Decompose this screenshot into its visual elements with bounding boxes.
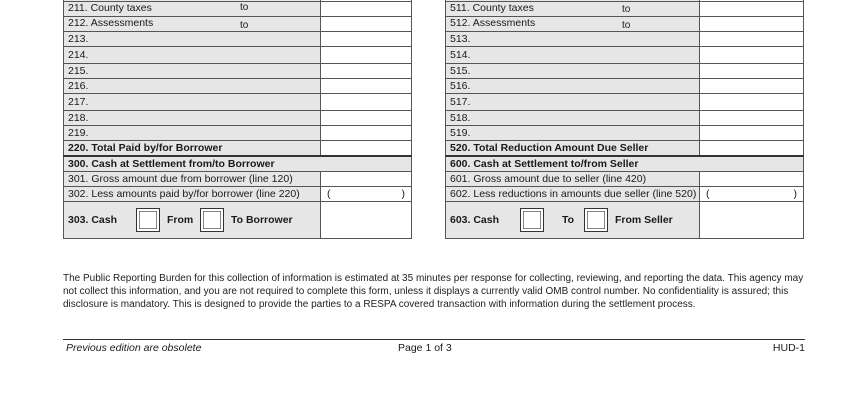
line-511: 511. County taxes to <box>446 2 700 17</box>
to-label: To <box>562 214 575 226</box>
line-219-amount[interactable] <box>321 126 412 141</box>
paren-close: ) <box>793 188 797 200</box>
line-603-amount[interactable] <box>700 202 804 239</box>
line-215: 215. <box>64 64 321 79</box>
from-checkbox[interactable] <box>136 208 160 232</box>
line-211: 211. County taxes to <box>64 2 321 17</box>
line-515: 515. <box>446 64 700 79</box>
paren-open: ( <box>327 188 331 200</box>
to-borrower-label: To Borrower <box>231 214 293 226</box>
line-217: 217. <box>64 94 321 111</box>
line-516-amount[interactable] <box>700 79 804 94</box>
line-601-amount[interactable] <box>700 172 804 187</box>
line-602-amount[interactable] <box>700 187 804 202</box>
line-302-amount[interactable] <box>321 187 412 202</box>
line-303-amount[interactable] <box>321 202 412 239</box>
footer-divider <box>63 339 805 340</box>
from-seller-label: From Seller <box>615 214 673 226</box>
seller-summary-table <box>445 0 804 239</box>
paren-close: ) <box>401 188 405 200</box>
to-checkbox[interactable] <box>520 208 544 232</box>
line-219: 219. <box>64 126 321 141</box>
line-603 <box>446 202 700 239</box>
line-520-total: 520. Total Reduction Amount Due Seller <box>446 141 700 157</box>
cash-label: 303. Cash <box>68 214 118 226</box>
line-517: 517. <box>446 94 700 111</box>
to-borrower-checkbox[interactable] <box>200 208 224 232</box>
line-517-amount[interactable] <box>700 94 804 111</box>
line-518-amount[interactable] <box>700 111 804 126</box>
line-519-amount[interactable] <box>700 126 804 141</box>
section-300-header: 300. Cash at Settlement from/to Borrower <box>64 156 412 172</box>
line-512-amount[interactable] <box>700 17 804 32</box>
line-220-total: 220. Total Paid by/for Borrower <box>64 141 321 157</box>
section-600-header: 600. Cash at Settlement to/from Seller <box>446 156 804 172</box>
line-514: 514. <box>446 47 700 64</box>
line-602: 602. Less reductions in amounts due seller (line 520) <box>446 187 700 202</box>
line-519: 519. <box>446 126 700 141</box>
line-216: 216. <box>64 79 321 94</box>
line-520-amount[interactable] <box>700 141 804 157</box>
cash-label: 603. Cash <box>450 214 500 226</box>
footer-form-id: HUD-1 <box>772 342 805 354</box>
borrower-summary-table <box>63 0 412 239</box>
line-216-amount[interactable] <box>321 79 412 94</box>
line-301-amount[interactable] <box>321 172 412 187</box>
line-303 <box>64 202 321 239</box>
line-302: 302. Less amounts paid by/for borrower (line 220) <box>64 187 321 202</box>
line-515-amount[interactable] <box>700 64 804 79</box>
line-211-amount[interactable] <box>321 2 412 17</box>
footer-edition-note: Previous edition are obsolete <box>66 342 202 354</box>
line-213-amount[interactable] <box>321 32 412 47</box>
line-511-amount[interactable] <box>700 2 804 17</box>
line-301: 301. Gross amount due from borrower (line 120) <box>64 172 321 187</box>
line-218-amount[interactable] <box>321 111 412 126</box>
line-213: 213. <box>64 32 321 47</box>
from-label: From <box>167 214 194 226</box>
footer-page-number: Page 1 of 3 <box>398 342 452 354</box>
line-513: 513. <box>446 32 700 47</box>
line-212: 212. Assessments to <box>64 17 321 32</box>
public-reporting-burden-notice: The Public Reporting Burden for this collection of information is estimated at 35 minutes per response for collecting, reviewing, and reporting the data. This agency may not collect this information, and you are not required to complete this form, unless it displays a currently valid OMB control number. No confidentiality is assured; this disclosure is mandatory. This is designed to provide the parties to a RESPA covered transaction with information during the settlement process. <box>63 273 804 310</box>
paren-open: ( <box>706 188 710 200</box>
from-seller-checkbox[interactable] <box>584 208 608 232</box>
line-215-amount[interactable] <box>321 64 412 79</box>
line-514-amount[interactable] <box>700 47 804 64</box>
line-220-amount[interactable] <box>321 141 412 157</box>
line-214-amount[interactable] <box>321 47 412 64</box>
line-212-amount[interactable] <box>321 17 412 32</box>
line-214: 214. <box>64 47 321 64</box>
line-601: 601. Gross amount due to seller (line 420) <box>446 172 700 187</box>
line-516: 516. <box>446 79 700 94</box>
line-512: 512. Assessments to <box>446 17 700 32</box>
line-513-amount[interactable] <box>700 32 804 47</box>
line-518: 518. <box>446 111 700 126</box>
line-217-amount[interactable] <box>321 94 412 111</box>
line-218: 218. <box>64 111 321 126</box>
